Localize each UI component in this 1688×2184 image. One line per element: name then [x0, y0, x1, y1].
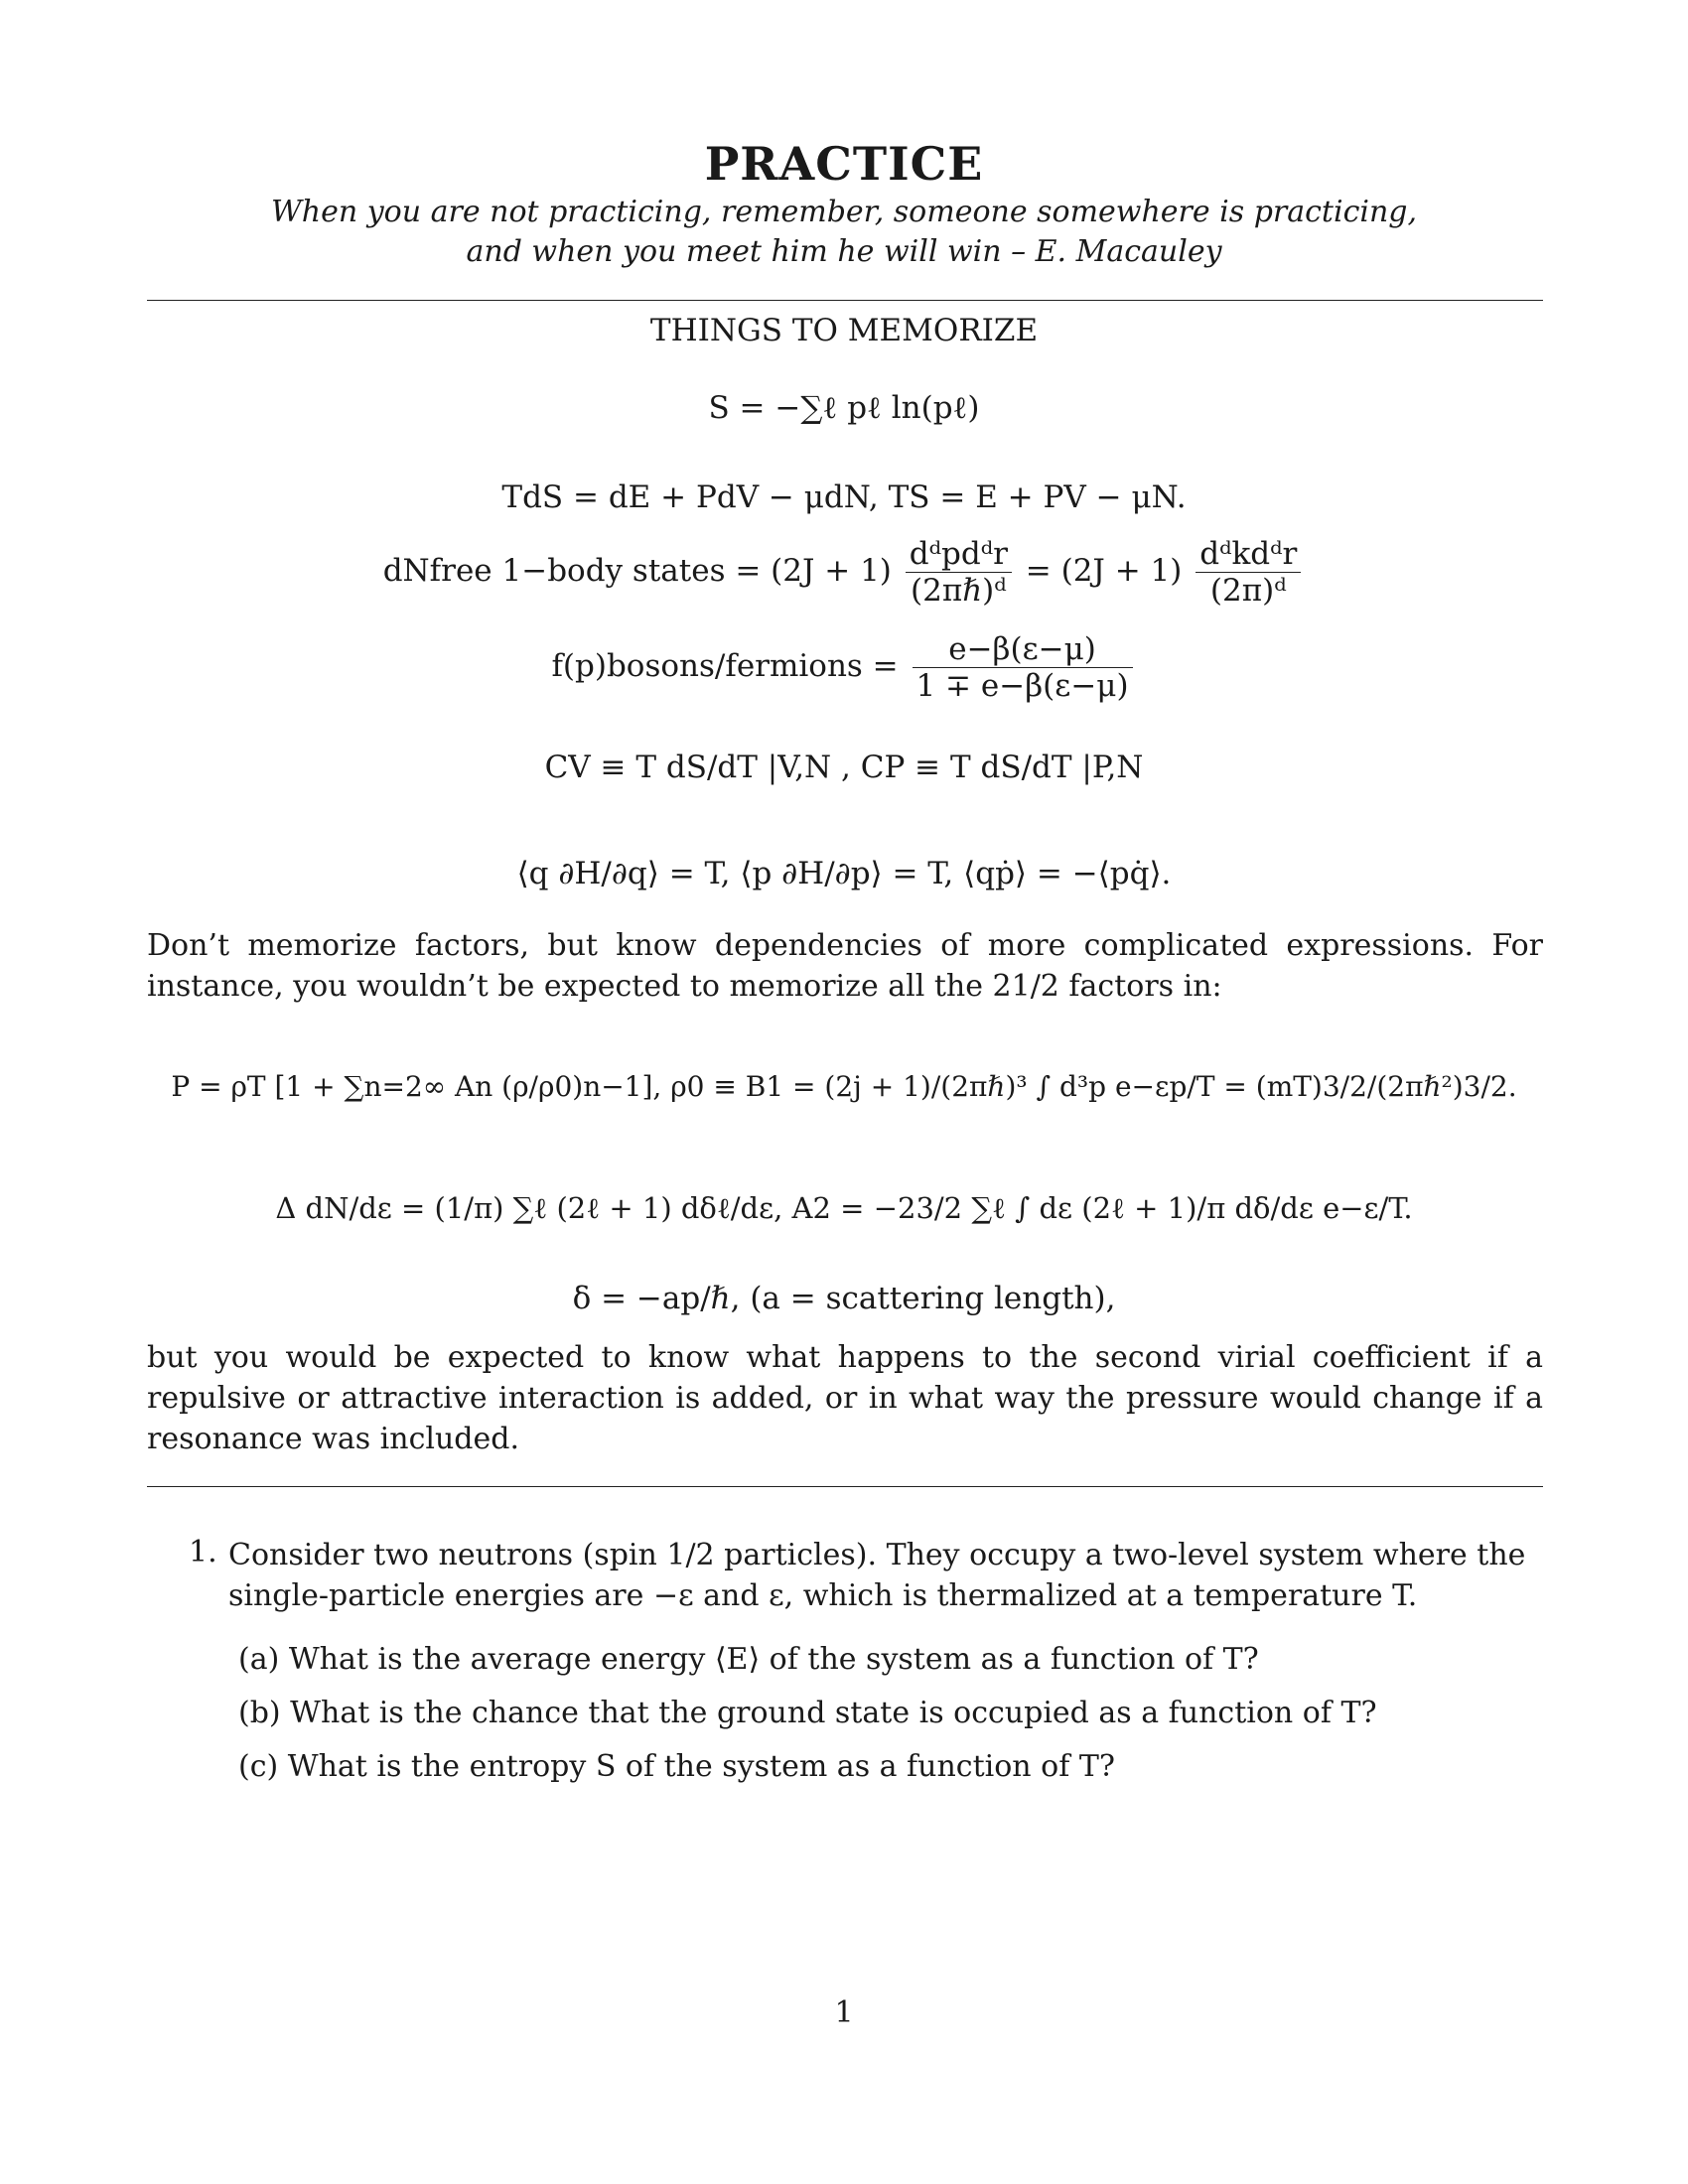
dont-memorize-paragraph: Don’t memorize factors, but know dependencies of more complicated expressions. For instance, you wouldn’t be expected to memorize all the 21/2 factors in: [147, 928, 1543, 1004]
dn-mid: = (2J + 1) [1025, 553, 1183, 589]
epigraph-line-2: and when you meet him he will win – E. Macauley [466, 234, 1222, 269]
part-c-label: (c) [238, 1749, 279, 1784]
problem-part-b [238, 1696, 1529, 1730]
f-num: e−β(ε−μ) [913, 631, 1133, 668]
part-a-text: What is the average energy ⟨E⟩ of the system as a function of T? [288, 1642, 1259, 1677]
section-heading: THINGS TO MEMORIZE [649, 313, 1039, 348]
dn-fraction-2 [1196, 536, 1301, 609]
bottom-divider [147, 1486, 1543, 1487]
dn-den-2: (2π)ᵈ [1209, 573, 1287, 609]
part-b-text: What is the chance that the ground state is occupied as a function of T? [290, 1696, 1377, 1730]
heat-capacity-equation: CV ≡ T dS/dT |V,N , CP ≡ T dS/dT |P,N [544, 750, 1144, 785]
page-number: 1 [834, 1995, 854, 2030]
problem-text: Consider two neutrons (spin 1/2 particles). They occupy a two-level system where the single-particle energies are −ε and ε, which is thermalized at a temperature T. [228, 1538, 1526, 1613]
dn-lhs: dNfree 1−body states = (2J + 1) [382, 553, 892, 589]
problem-part-c [238, 1749, 1529, 1784]
f-den: 1 ∓ e−β(ε−μ) [915, 668, 1129, 704]
phase-shift-equation: δ = −ap/ℏ, (a = scattering length), [572, 1281, 1116, 1316]
page-title: PRACTICE [704, 137, 984, 191]
top-divider [147, 300, 1543, 301]
density-of-states-phase-shift-equation: Δ dN/dε = (1/π) ∑ℓ (2ℓ + 1) dδℓ/dε, A2 = −23/2 ∑ℓ ∫ dε (2ℓ + 1)/π dδ/dε e−ε/T. [275, 1191, 1413, 1225]
equipartition-equation: ⟨q ∂H/∂q⟩ = T, ⟨p ∂H/∂p⟩ = T, ⟨qṗ⟩ = −⟨pq̇⟩. [516, 856, 1172, 891]
epigraph-line-1: When you are not practicing, remember, someone somewhere is practicing, [270, 195, 1418, 229]
problem-number: 1. [189, 1535, 217, 1570]
dn-num-1: dᵈpdᵈr [906, 536, 1012, 573]
entropy-equation: S = −∑ℓ pℓ ln(pℓ) [708, 390, 980, 426]
dn-num-2: dᵈkdᵈr [1196, 536, 1301, 573]
pressure-virial-equation: P = ρT [1 + ∑n=2∞ An (ρ/ρ0)n−1], ρ0 ≡ B1 = (2j + 1)/(2πℏ)³ ∫ d³p e−εp/T = (mT)3/2/(2πℏ²)3/2. [171, 1070, 1517, 1103]
dn-fraction-1 [906, 536, 1012, 609]
part-a-label: (a) [238, 1642, 280, 1677]
expected-knowledge-paragraph: but you would be expected to know what happens to the second virial coefficient if a repulsive or attractive interaction is added, or in what way the pressure would change if a resonance was included. [147, 1340, 1543, 1456]
part-c-text: What is the entropy S of the system as a function of T? [287, 1749, 1115, 1784]
f-fraction [913, 631, 1133, 704]
f-lhs: f(p)bosons/fermions = [551, 648, 899, 684]
dn-den-1: (2πℏ)ᵈ [911, 573, 1007, 609]
distribution-equation [0, 631, 1688, 704]
problem-part-a [238, 1642, 1529, 1677]
part-b-label: (b) [238, 1696, 281, 1730]
density-of-states-equation [0, 536, 1688, 609]
thermodynamic-identity: TdS = dE + PdV − μdN, TS = E + PV − μN. [501, 479, 1187, 515]
